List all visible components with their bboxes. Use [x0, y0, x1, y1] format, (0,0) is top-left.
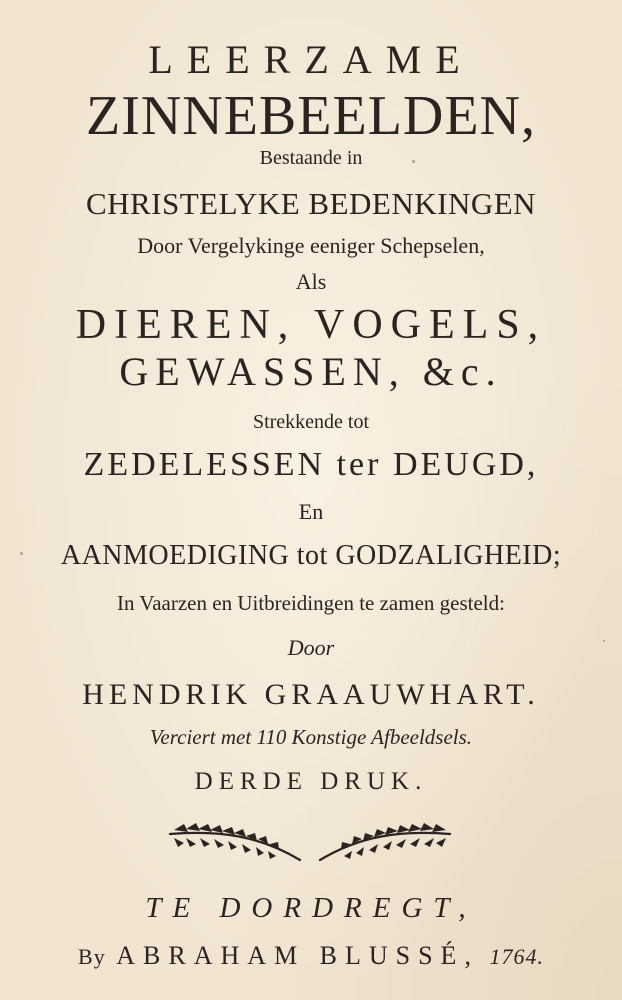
paper-speck: [412, 160, 415, 163]
subtitle-vaarzen: In Vaarzen en Uitbreidingen te zamen gesteld:: [117, 591, 505, 615]
author-name: HENDRIK GRAAUWHART.: [82, 678, 540, 711]
title-line-zinnebeelden: ZINNEBEELDEN,: [85, 85, 536, 147]
subtitle-zedelessen: ZEDELESSEN ter DEUGD,: [83, 446, 539, 483]
crossed-palm-fronds-icon: [160, 820, 460, 870]
edition-statement: DERDE DRUK.: [194, 768, 428, 795]
paper-speck: [20, 552, 23, 555]
subtitle-en: En: [298, 499, 324, 524]
imprint-publisher: ABRAHAM BLUSSÉ,: [116, 941, 479, 970]
author-door: Door: [287, 635, 335, 660]
imprint-publisher-line: [0, 943, 622, 969]
subtitle-vergelykinge: Door Vergelykinge eeniger Schepselen,: [137, 233, 485, 258]
imprint-year: 1764.: [489, 944, 544, 969]
imprint-by: By: [78, 944, 106, 969]
illustrations-note: Verciert met 110 Konstige Afbeeldsels.: [149, 725, 473, 749]
subtitle-strekkende: Strekkende tot: [252, 411, 370, 433]
imprint-place: TE DORDREGT,: [145, 892, 477, 924]
subtitle-bestaande: Bestaande in: [259, 147, 363, 169]
subtitle-als: Als: [295, 269, 327, 294]
title-line-leerzame: LEERZAME: [148, 37, 474, 82]
subtitle-bedenkingen: CHRISTELYKE BEDENKINGEN: [85, 186, 537, 221]
subtitle-gewassen: GEWASSEN, &c.: [119, 349, 503, 394]
paper-speck: [603, 640, 605, 642]
subtitle-aanmoediging: AANMOEDIGING tot GODZALIGHEID;: [60, 540, 562, 571]
subtitle-dieren-vogels: DIEREN, VOGELS,: [75, 302, 547, 348]
